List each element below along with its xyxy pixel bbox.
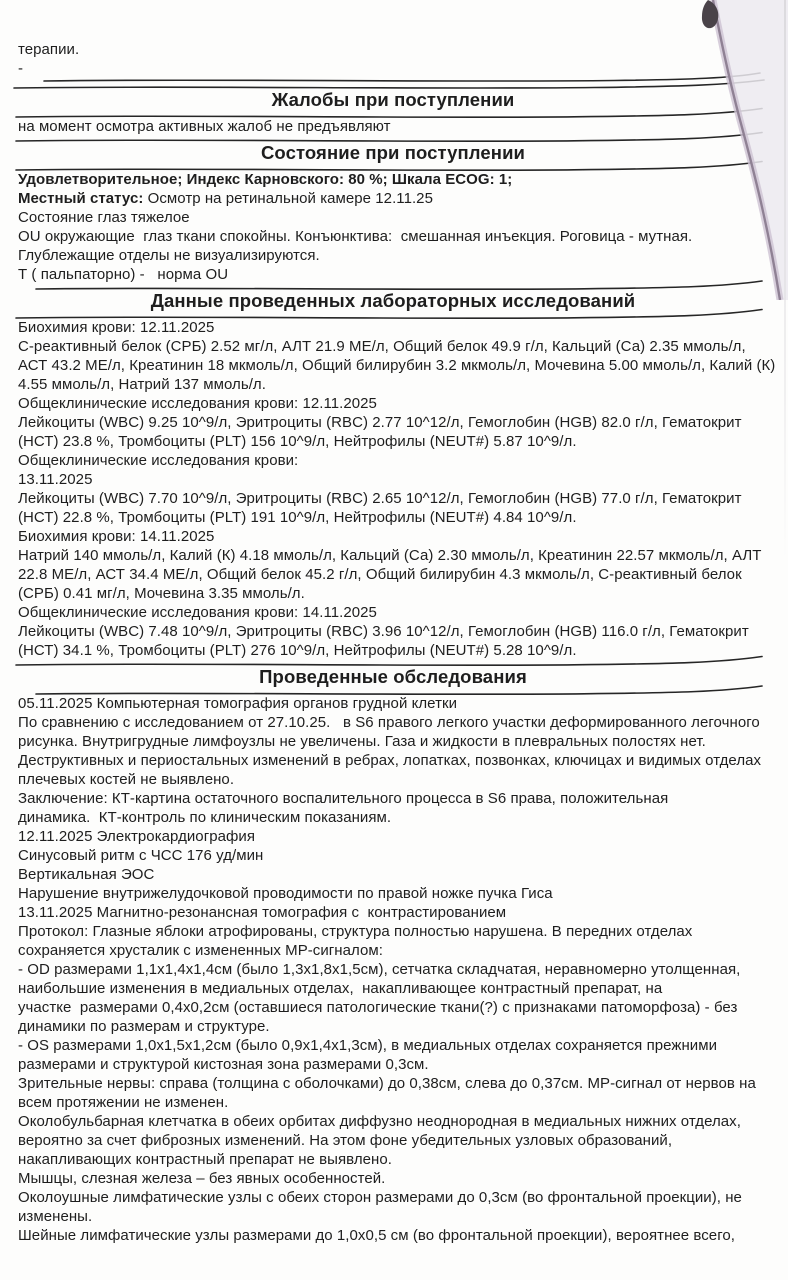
document-text-line: (НСТ) 34.1 %, Тромбоциты (PLT) 276 10^9/л, Нейтрофилы (NEUT#) 5.28 10^9/л.: [18, 642, 577, 659]
field-label: Местный статус:: [18, 190, 144, 207]
document-text-line: Протокол: Глазные яблоки атрофированы, структура полностью нарушена. В передних отделах: [18, 923, 693, 940]
document-text-line: (НСТ) 23.8 %, Тромбоциты (PLT) 156 10^9/л, Нейтрофилы (NEUT#) 5.87 10^9/л.: [18, 433, 577, 450]
document-text-line: Зрительные нервы: справа (толщина с оболочками) до 0,38см, слева до 0,37см. МР-сигнал от нервов на: [18, 1075, 756, 1092]
document-text-line: накапливающих контрастный препарат не выявлено.: [18, 1151, 392, 1168]
document-text-line: (НСТ) 22.8 %, Тромбоциты (PLT) 191 10^9/л, Нейтрофилы (NEUT#) 4.84 10^9/л.: [18, 509, 577, 526]
document-text-line: Состояние глаз тяжелое: [18, 209, 190, 226]
document-text-line: Мышцы, слезная железа – без явных особенностей.: [18, 1170, 386, 1187]
section-divider: [18, 284, 768, 289]
section-header: Жалобы при поступлении: [271, 89, 515, 110]
document-text-line: вероятно за счет фиброзных изменений. На этом фоне убедительных узловых образований,: [18, 1132, 673, 1149]
document-text-line: Натрий 140 ммоль/л, Калий (К) 4.18 ммоль/л, Кальций (Са) 2.30 ммоль/л, Креатинин 22.57 мкмоль/л, АЛТ: [18, 547, 762, 564]
document-text-line: всем протяжении не изменен.: [18, 1094, 229, 1111]
document-text-line: - OD размерами 1,1х1,4х1,4см (было 1,3х1,8х1,5см), сетчатка складчатая, неравномерно утолщенная,: [18, 961, 741, 978]
document-text-line: динамики по размерам и структуре.: [18, 1018, 270, 1035]
section-divider: [18, 78, 768, 88]
document-text-line: -: [18, 60, 24, 77]
document-text-line: Биохимия крови: 14.11.2025: [18, 528, 215, 545]
document-text-line: Удовлетворительное; Индекс Карновского: 80 %; Шкала ECOG: 1;: [18, 171, 513, 188]
scan-edge-shadow: [784, 0, 786, 560]
section-header: Данные проведенных лабораторных исследований: [150, 290, 636, 311]
labeled-text-line: [18, 189, 768, 208]
document-text-line: Вертикальная ЭОС: [18, 866, 155, 883]
section-divider: [18, 689, 768, 694]
document-text-line: Деструктивных и периостальных изменений в ребрах, лопатках, позвонках, ключицах и видимых отделах: [18, 752, 762, 769]
document-text-line: - OS размерами 1,0х1,5х1,2см (было 0,9х1,4х1,3см), в медиальных отделах сохраняется прежними: [18, 1037, 718, 1054]
section-divider: [18, 660, 768, 665]
document-text-line: терапии.: [18, 41, 80, 58]
document-text-line: Лейкоциты (WBC) 7.70 10^9/л, Эритроциты (RBC) 2.65 10^12/л, Гемоглобин (HGB) 77.0 г/л, Гематокрит: [18, 490, 742, 507]
document-text-line: 13.11.2025 Магнитно-резонансная томография с контрастированием: [18, 904, 507, 921]
document-text-line: АСТ 43.2 МЕ/л, Креатинин 18 мкмоль/л, Общий билирубин 3.2 мкмоль/л, Мочевина 5.00 ммоль/л, Калий (К): [18, 357, 776, 374]
document-text-line: размерами и структурой кистозная зона размерами 0,3см.: [18, 1056, 429, 1073]
section-divider: [18, 112, 768, 117]
document-text-line: 4.55 ммоль/л, Натрий 137 ммоль/л.: [18, 376, 266, 393]
document-text-line: на момент осмотра активных жалоб не предъявляют: [18, 118, 391, 135]
divider-line: [14, 278, 766, 294]
document-text-line: изменены.: [18, 1208, 93, 1225]
document-text-line: Общеклинические исследования крови:: [18, 452, 299, 469]
divider-line: [14, 75, 766, 91]
document-text-line: сохраняется хрусталик с измененных МР-сигналом:: [18, 942, 383, 959]
document-text-line: Шейные лимфатические узлы размерами до 1,0х0,5 см (во фронтальной проекции), вероятнее всего,: [18, 1227, 736, 1244]
document-text-line: наибольшие изменения в медиальных отделах, накапливающее контрастный препарат, на: [18, 980, 663, 997]
section-divider: [18, 313, 768, 318]
document-text-line: OU окружающие глаз ткани спокойны. Конъюнктива: смешанная инъекция. Роговица - мутная.: [18, 228, 693, 245]
document-text-line: Околоушные лимфатические узлы с обеих сторон размерами до 0,3см (во фронтальной проекции), не: [18, 1189, 742, 1206]
divider-line: [14, 159, 766, 175]
document-text-line: Околобульбарная клетчатка в обеих орбитах диффузно неоднородная в медиальных нижних отделах,: [18, 1113, 741, 1130]
document-text-line: Общеклинические исследования крови: 14.11.2025: [18, 604, 377, 621]
document-text-line: С-реактивный белок (СРБ) 2.52 мг/л, АЛТ 21.9 МЕ/л, Общий белок 49.9 г/л, Кальций (Са) 2.35 ммоль/л,: [18, 338, 746, 355]
document-text-line: Синусовый ритм с ЧСС 176 уд/мин: [18, 847, 264, 864]
document-text-line: динамика. КТ-контроль по клиническим показаниям.: [18, 809, 392, 826]
divider-line: [14, 683, 766, 699]
document-text-line: Т ( пальпаторно) - норма OU: [18, 266, 229, 283]
document-text-line: Общеклинические исследования крови: 12.11.2025: [18, 395, 377, 412]
divider-line: [14, 654, 766, 670]
document-text-line: 22.8 МЕ/л, АСТ 34.4 МЕ/л, Общий белок 45.2 г/л, Общий билирубин 4.3 мкмоль/л, С-реактивный белок: [18, 566, 742, 583]
document-text-line: Заключение: КТ-картина остаточного воспалительного процесса в S6 права, положительная: [18, 790, 669, 807]
document-text-line: По сравнению с исследованием от 27.10.25. в S6 правого легкого участки деформированного легочного: [18, 714, 760, 731]
divider-line: [14, 307, 766, 323]
document-text-line: участке размерами 0,4х0,2см (оставшиеся патологические ткани(?) с признаками патоморфоза) - без: [18, 999, 738, 1016]
section-divider: [18, 136, 768, 141]
section-header: Проведенные обследования: [259, 666, 527, 687]
document-text-line: рисунка. Внутригрудные лимфоузлы не увеличены. Газа и жидкости в плевральных полостях нет.: [18, 733, 706, 750]
document-text-line: Биохимия крови: 12.11.2025: [18, 319, 215, 336]
document-text-line: 12.11.2025 Электрокардиография: [18, 828, 255, 845]
document-text-line: (СРБ) 0.41 мг/л, Мочевина 3.35 ммоль/л.: [18, 585, 305, 602]
section-header: Состояние при поступлении: [260, 142, 526, 163]
document-text-line: Нарушение внутрижелудочковой проводимости по правой ножке пучка Гиса: [18, 885, 553, 902]
document-text-line: Лейкоциты (WBC) 9.25 10^9/л, Эритроциты (RBC) 2.77 10^12/л, Гемоглобин (HGB) 82.0 г/л, Гематокрит: [18, 414, 742, 431]
document-text-line: 13.11.2025: [18, 471, 93, 488]
document-text-line: Лейкоциты (WBC) 7.48 10^9/л, Эритроциты (RBC) 3.96 10^12/л, Гемоглобин (HGB) 116.0 г/л, Гематокрит: [18, 623, 749, 640]
report-body: [18, 40, 776, 1245]
section-divider: [18, 165, 768, 170]
document-text-line: плечевых костей не выявлено.: [18, 771, 235, 788]
divider-line: [14, 106, 766, 122]
document-text-line: Глублежащие отделы не визуализируются.: [18, 247, 320, 264]
field-value: Осмотр на ретинальной камере 12.11.25: [143, 190, 433, 207]
document-text-line: 05.11.2025 Компьютерная томография органов грудной клетки: [18, 695, 458, 712]
divider-line: [14, 130, 766, 146]
